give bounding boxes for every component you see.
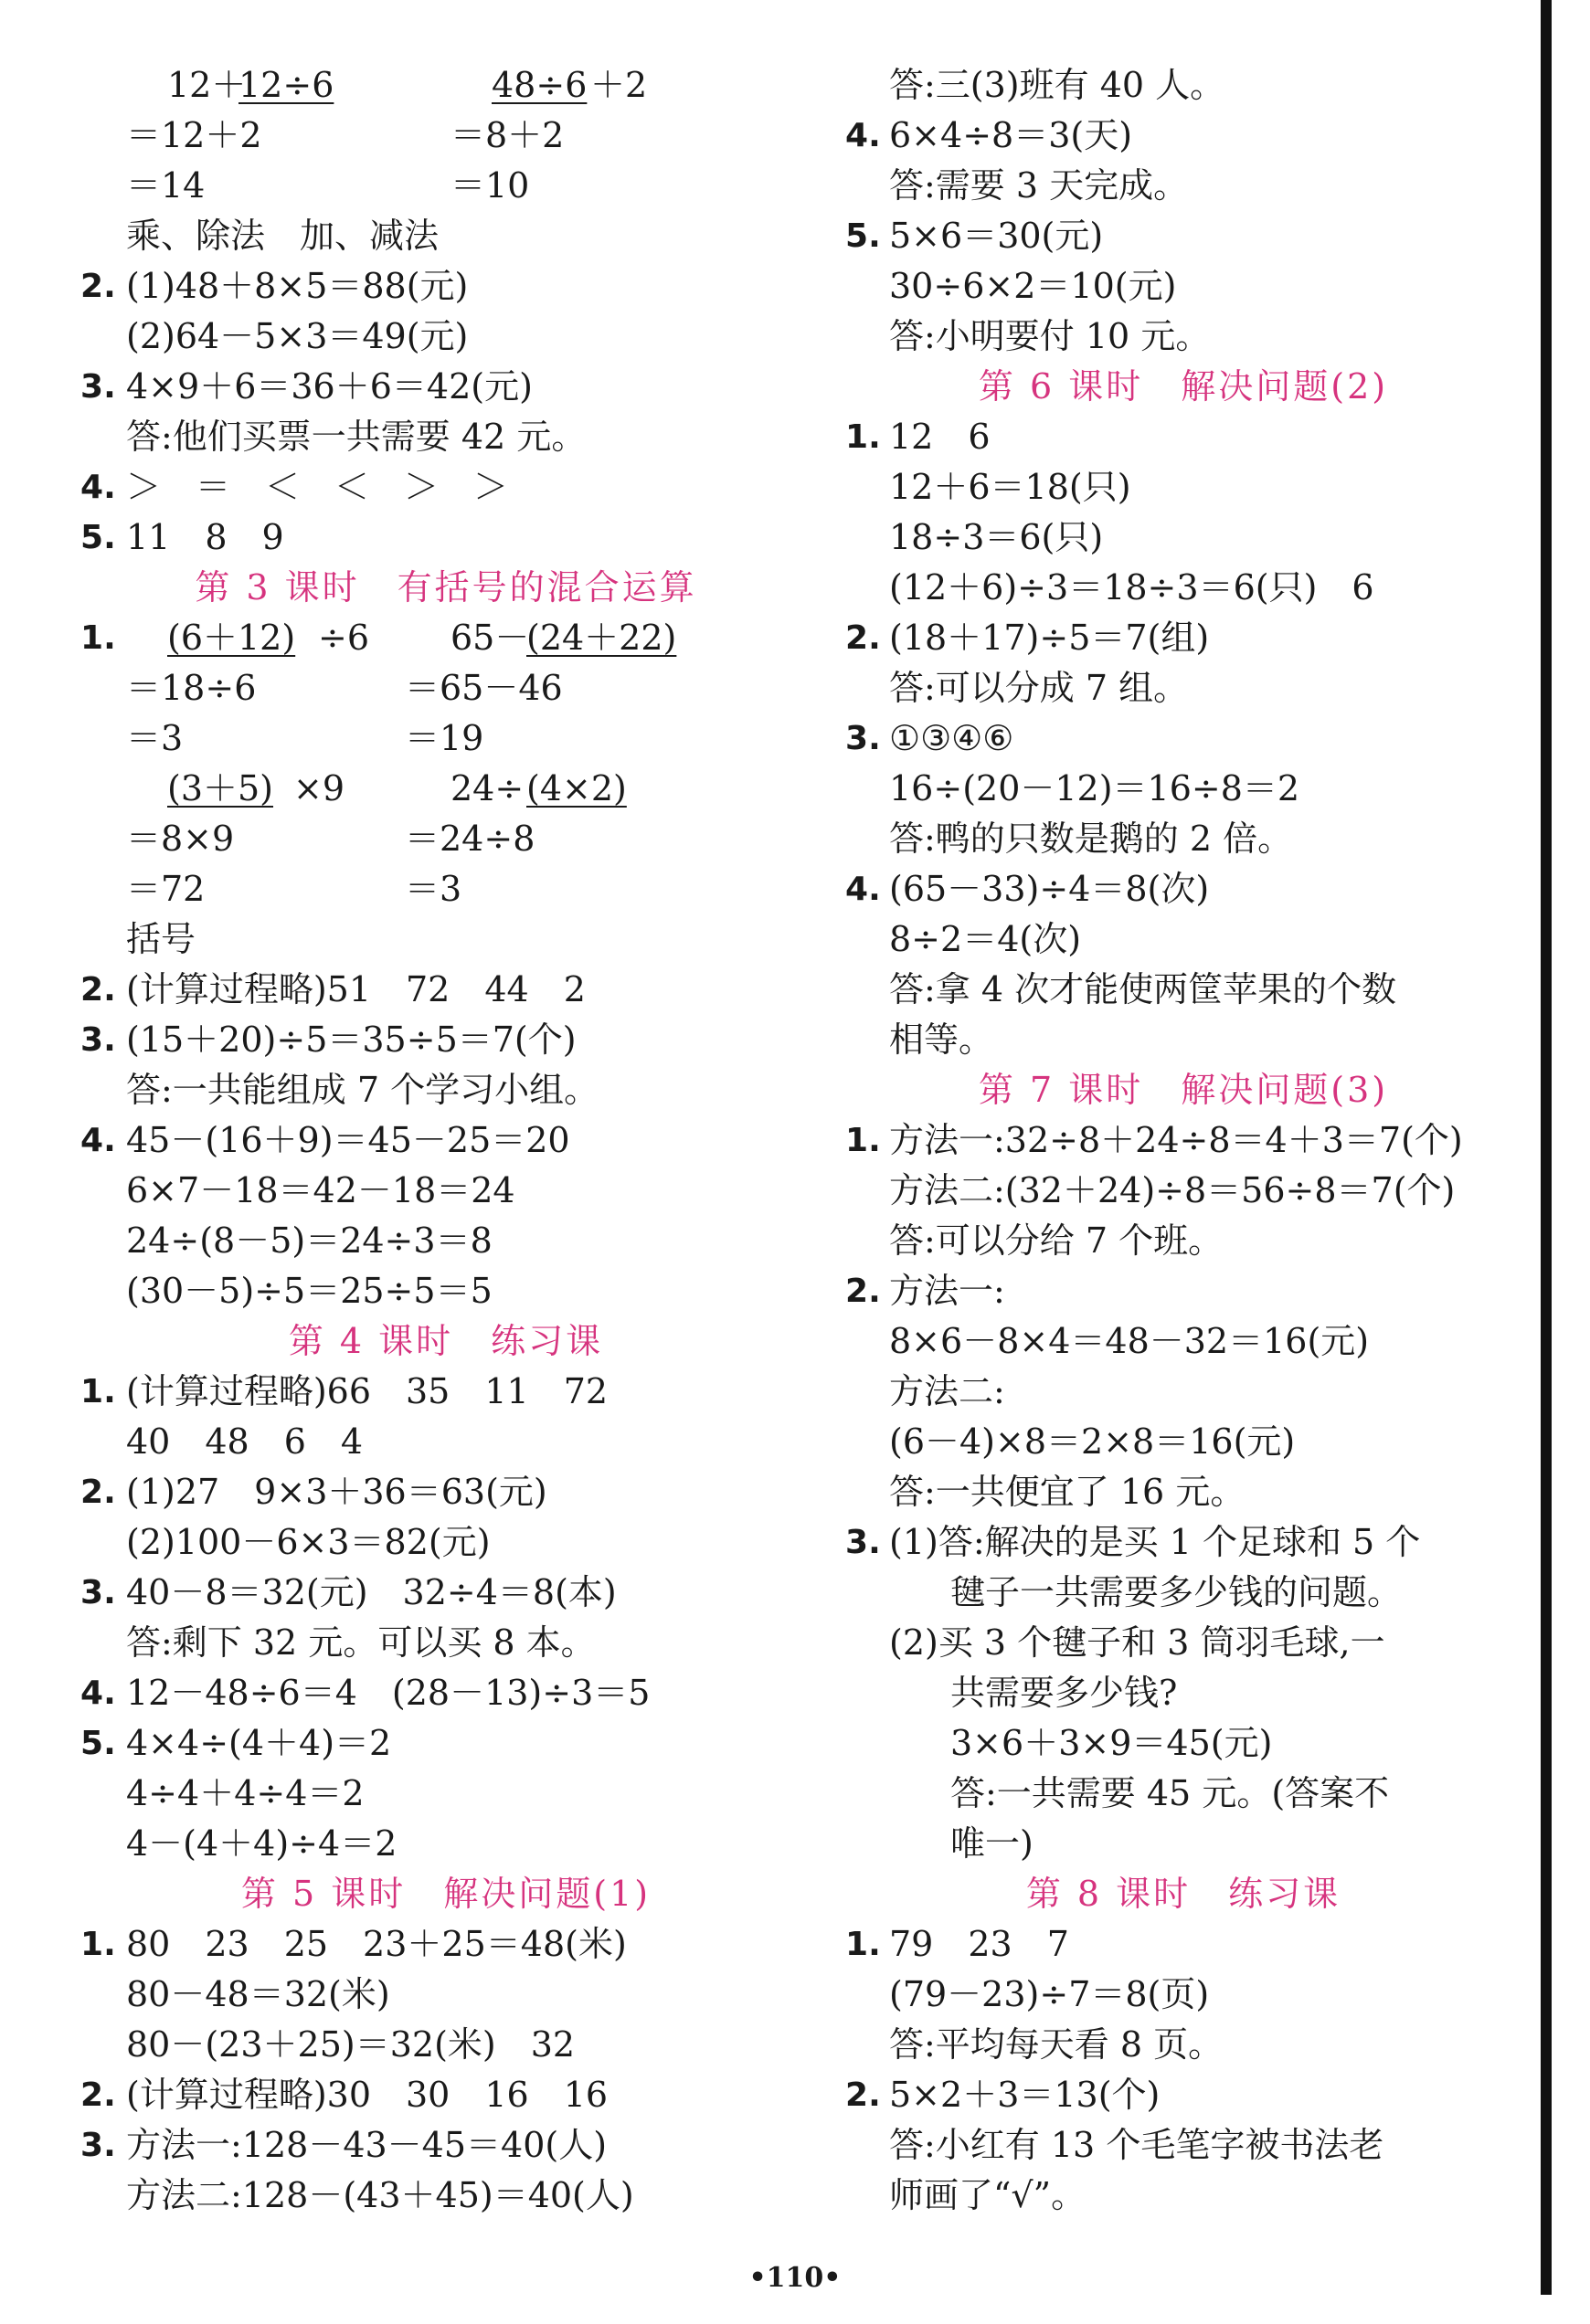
answer-line <box>845 1819 1521 1869</box>
question-number: 3 . <box>80 1568 116 1618</box>
question-number: 1 . <box>80 1919 116 1970</box>
answer-line <box>80 1618 811 1668</box>
answer-text: ＝24÷8 <box>405 819 535 859</box>
question-number: 3 . <box>80 2120 116 2171</box>
question-number: 2 . <box>845 2070 881 2120</box>
answer-line <box>845 1668 1521 1718</box>
lesson-heading: 第 5 课时 解决问题(1) <box>240 1874 652 1914</box>
question-number: 4 . <box>845 864 881 914</box>
answer-text: (计算过程略)30 30 16 16 <box>126 2075 609 2115</box>
answer-text: 毽子一共需要多少钱的问题。 <box>950 1572 1403 1612</box>
answer-line <box>845 563 1521 613</box>
question-number: 5 . <box>80 1718 116 1769</box>
question-number: 2 . <box>845 613 881 663</box>
answer-line <box>845 713 1521 764</box>
answer-text: 65－ <box>450 618 530 658</box>
answer-text: (12＋6)÷3＝18÷3＝6(只) 6 <box>889 567 1374 607</box>
answer-line <box>845 1618 1521 1668</box>
answer-line <box>845 663 1521 713</box>
answer-line <box>845 1015 1521 1065</box>
answer-line <box>80 1568 811 1618</box>
answer-text: 答:拿 4 次才能使两筐苹果的个数 <box>889 969 1397 1009</box>
question-number: 3 . <box>80 1015 116 1065</box>
answer-text: (1)答:解决的是买 1 个足球和 5 个 <box>889 1522 1421 1562</box>
answer-text: 答:一共能组成 7 个学习小组。 <box>126 1070 599 1110</box>
answer-line <box>80 2020 811 2070</box>
answer-line <box>845 1316 1521 1367</box>
answer-line <box>80 512 811 563</box>
answer-text: 8×6－8×4＝48－32＝16(元) <box>889 1321 1370 1361</box>
answer-line <box>80 1467 811 1517</box>
answer-line <box>80 1517 811 1568</box>
answer-text: ＝18÷6 <box>126 668 257 708</box>
answer-line <box>80 362 811 412</box>
answer-line <box>845 2171 1521 2221</box>
answer-text: 4×4÷(4＋4)＝2 <box>126 1723 392 1763</box>
answer-line <box>845 864 1521 914</box>
answer-line <box>80 1367 811 1417</box>
answer-line <box>80 1015 811 1065</box>
answer-line <box>845 613 1521 663</box>
question-number: 4 . <box>80 1668 116 1718</box>
answer-text: 45－(16＋9)＝45－25＝20 <box>126 1120 570 1160</box>
answer-text: (计算过程略)66 35 11 72 <box>126 1371 609 1411</box>
answer-text: 5×2＋3＝13(个) <box>889 2075 1161 2115</box>
answer-text: (6－4)×8＝2×8＝16(元) <box>889 1421 1296 1462</box>
question-number: 2 . <box>80 1467 116 1517</box>
answer-line <box>845 211 1521 261</box>
answer-line <box>80 462 811 512</box>
answer-text: 40 48 6 4 <box>126 1421 364 1462</box>
answer-line <box>845 312 1521 362</box>
answer-text: 8÷2＝4(次) <box>889 919 1082 959</box>
answer-line <box>845 914 1521 965</box>
lesson-heading: 第 3 课时 有括号的混合运算 <box>195 567 697 607</box>
answer-text: 30÷6×2＝10(元) <box>889 266 1177 306</box>
answer-line <box>845 1919 1521 1970</box>
answer-line <box>80 713 811 764</box>
answer-line <box>80 1417 811 1467</box>
right-column <box>845 60 1521 2221</box>
answer-line <box>845 111 1521 161</box>
answer-line <box>80 864 811 914</box>
answer-text: ＝3 <box>126 718 184 758</box>
answer-line <box>80 261 811 312</box>
answer-text: 唯一) <box>950 1823 1034 1864</box>
lesson-heading: 第 4 课时 练习课 <box>288 1321 604 1361</box>
answer-text: 6×4÷8＝3(天) <box>889 115 1133 155</box>
answer-text: 答:小明要付 10 元。 <box>889 316 1211 356</box>
question-number: 1 . <box>845 1115 881 1166</box>
answer-text: (计算过程略)51 72 44 2 <box>126 969 586 1009</box>
answer-text: ×9 <box>293 768 345 808</box>
answer-line <box>845 1266 1521 1316</box>
answer-text: 方法二:128－(43＋45)＝40(人) <box>126 2175 634 2215</box>
answer-line <box>845 1115 1521 1166</box>
answer-line <box>80 1166 811 1216</box>
answer-text: 80 23 25 23＋25＝48(米) <box>126 1924 627 1964</box>
answer-text: 答:剩下 32 元。可以买 8 本。 <box>126 1622 596 1663</box>
answer-text: (3＋5) <box>167 768 274 808</box>
answer-text: 12－48÷6＝4 (28－13)÷3＝5 <box>126 1673 651 1713</box>
answer-text: (30－5)÷5＝25÷5＝5 <box>126 1271 493 1311</box>
answer-text: 答:可以分成 7 组。 <box>889 668 1189 708</box>
answer-text: 12÷6 <box>238 65 334 105</box>
answer-text: ＝65－46 <box>405 668 563 708</box>
answer-line <box>845 1718 1521 1769</box>
answer-line <box>80 1065 811 1115</box>
answer-line <box>80 1216 811 1266</box>
answer-line <box>80 111 811 161</box>
answer-text: 相等。 <box>889 1019 994 1060</box>
answer-line <box>845 261 1521 312</box>
question-number: 2 . <box>845 1266 881 1316</box>
answer-line <box>80 1718 811 1769</box>
question-number: 5 . <box>80 512 116 563</box>
answer-line <box>80 1919 811 1970</box>
answer-text: (15＋20)÷5＝35÷5＝7(个) <box>126 1019 577 1060</box>
question-number: 1 . <box>80 1367 116 1417</box>
answer-text: 16÷(20－12)＝16÷8＝2 <box>889 768 1300 808</box>
answer-line <box>80 764 811 814</box>
answer-line <box>845 1970 1521 2020</box>
answer-line <box>845 965 1521 1015</box>
answer-line <box>845 462 1521 512</box>
answer-text: 答:鸭的只数是鹅的 2 倍。 <box>889 819 1293 859</box>
answer-line <box>80 60 811 111</box>
answer-text: ＝19 <box>405 718 484 758</box>
answer-line <box>845 161 1521 211</box>
question-number: 2 . <box>80 965 116 1015</box>
answer-line <box>845 2120 1521 2171</box>
answer-line <box>845 814 1521 864</box>
answer-line <box>845 1769 1521 1819</box>
answer-text: 答:一共便宜了 16 元。 <box>889 1472 1246 1512</box>
answer-line <box>845 1568 1521 1618</box>
question-number: 3 . <box>845 713 881 764</box>
question-number: 5 . <box>845 211 881 261</box>
answer-text: 括号 <box>126 919 196 959</box>
answer-text: 方法一:128－43－45＝40(人) <box>126 2125 608 2165</box>
answer-text: 3×6＋3×9＝45(元) <box>950 1723 1273 1763</box>
answer-text: 24÷(8－5)＝24÷3＝8 <box>126 1220 493 1261</box>
answer-line <box>80 2171 811 2221</box>
answer-text: ＝72 <box>126 869 206 909</box>
answer-text: ＝3 <box>405 869 462 909</box>
answer-line <box>845 512 1521 563</box>
answer-text: 方法二: <box>889 1371 1005 1411</box>
answer-line <box>845 1517 1521 1568</box>
answer-text: 答:可以分给 7 个班。 <box>889 1220 1224 1261</box>
answer-text: 80－48＝32(米) <box>126 1974 390 2014</box>
lesson-heading: 第 7 课时 解决问题(3) <box>978 1070 1389 1110</box>
left-column <box>80 60 811 2221</box>
answer-line <box>845 2070 1521 2120</box>
answer-line <box>80 814 811 864</box>
page-number: •110• <box>748 2262 842 2294</box>
answer-line <box>80 965 811 1015</box>
answer-text: ＝8×9 <box>126 819 235 859</box>
answer-text: 方法一: <box>889 1271 1005 1311</box>
question-number: 3 . <box>845 1517 881 1568</box>
question-number: 4 . <box>845 111 881 161</box>
answer-line <box>80 161 811 211</box>
answer-text: 5×6＝30(元) <box>889 216 1104 256</box>
answer-text: ＝10 <box>450 165 530 206</box>
answer-text: 乘、除法 加、减法 <box>126 216 440 256</box>
binding-edge <box>1541 0 1552 2295</box>
answer-line <box>845 1467 1521 1517</box>
answer-text: 答:一共需要 45 元。(答案不 <box>950 1773 1390 1813</box>
answer-text: ＋2 <box>590 65 648 105</box>
answer-text: (2)100－6×3＝82(元) <box>126 1522 491 1562</box>
answer-line <box>80 1668 811 1718</box>
answer-text: 4÷4＋4÷4＝2 <box>126 1773 365 1813</box>
answer-line <box>80 914 811 965</box>
question-number: 1 . <box>80 613 116 663</box>
answer-line <box>80 312 811 362</box>
answer-line <box>80 613 811 663</box>
answer-text: 4－(4＋4)÷4＝2 <box>126 1823 398 1864</box>
answer-text: 共需要多少钱? <box>950 1673 1178 1713</box>
answer-text: (6＋12) <box>167 618 296 658</box>
answer-line <box>845 764 1521 814</box>
answer-line <box>80 1819 811 1869</box>
answer-text: 答:平均每天看 8 页。 <box>889 2024 1224 2065</box>
answer-line <box>80 2070 811 2120</box>
answer-text: 答:需要 3 天完成。 <box>889 165 1189 206</box>
answer-text: ①③④⑥ <box>889 718 1014 758</box>
answer-text: (24＋22) <box>526 618 677 658</box>
answer-text: ＞ ＝ ＜ ＜ ＞ ＞ <box>126 467 509 507</box>
answer-text: 6×7－18＝42－18＝24 <box>126 1170 515 1210</box>
answer-text: 方法一:32÷8＋24÷8＝4＋3＝7(个) <box>889 1120 1463 1160</box>
answer-line <box>80 1769 811 1819</box>
answer-text: (1)27 9×3＋36＝63(元) <box>126 1472 547 1512</box>
answer-line <box>80 2120 811 2171</box>
answer-text: (4×2) <box>526 768 627 808</box>
answer-text: 师画了“√”。 <box>889 2175 1086 2215</box>
answer-line <box>845 412 1521 462</box>
question-number: 1 . <box>845 412 881 462</box>
answer-text: 4×9＋6＝36＋6＝42(元) <box>126 366 533 407</box>
answer-line <box>845 2020 1521 2070</box>
answer-text: 方法二:(32＋24)÷8＝56÷8＝7(个) <box>889 1170 1456 1210</box>
lesson-heading: 第 6 课时 解决问题(2) <box>978 366 1389 407</box>
answer-text: (2)64－5×3＝49(元) <box>126 316 469 356</box>
question-number: 4 . <box>80 1115 116 1166</box>
answer-text: 答:三(3)班有 40 人。 <box>889 65 1225 105</box>
answer-text: 12＋ <box>167 65 247 105</box>
answer-text: 18÷3＝6(只) <box>889 517 1104 557</box>
answer-text: ＝14 <box>126 165 206 206</box>
answer-text: 12＋6＝18(只) <box>889 467 1131 507</box>
answer-text: (65－33)÷4＝8(次) <box>889 869 1210 909</box>
question-number: 2 . <box>80 261 116 312</box>
question-number: 3 . <box>80 362 116 412</box>
lesson-heading: 第 8 课时 练习课 <box>1025 1874 1341 1914</box>
answer-text: 12 6 <box>889 417 991 457</box>
answer-line <box>80 1970 811 2020</box>
answer-line <box>80 1266 811 1316</box>
answer-text: 48÷6 <box>492 65 588 105</box>
answer-line <box>80 1115 811 1166</box>
answer-line <box>80 412 811 462</box>
answer-text: (79－23)÷7＝8(页) <box>889 1974 1210 2014</box>
question-number: 4 . <box>80 462 116 512</box>
answer-text: 答:小红有 13 个毛笔字被书法老 <box>889 2125 1384 2165</box>
answer-line <box>80 663 811 713</box>
answer-text: ＝8＋2 <box>450 115 565 155</box>
answer-text: 11 8 9 <box>126 517 284 557</box>
answer-text: 40－8＝32(元) 32÷4＝8(本) <box>126 1572 617 1612</box>
answer-line <box>845 1417 1521 1467</box>
question-number: 1 . <box>845 1919 881 1970</box>
answer-text: (1)48＋8×5＝88(元) <box>126 266 469 306</box>
answer-line <box>845 1367 1521 1417</box>
answer-text: 79 23 7 <box>889 1924 1069 1964</box>
answer-text: (2)买 3 个毽子和 3 筒羽毛球,一 <box>889 1622 1385 1663</box>
answer-text: 24÷ <box>450 768 525 808</box>
answer-text: 80－(23＋25)＝32(米) 32 <box>126 2024 576 2065</box>
answer-text: (18＋17)÷5＝7(组) <box>889 618 1210 658</box>
answer-text: ÷6 <box>318 618 370 658</box>
answer-line <box>80 211 811 261</box>
answer-line <box>845 1166 1521 1216</box>
answer-text: 答:他们买票一共需要 42 元。 <box>126 417 587 457</box>
answer-line <box>845 1216 1521 1266</box>
question-number: 2 . <box>80 2070 116 2120</box>
answer-line <box>845 60 1521 111</box>
answer-text: ＝12＋2 <box>126 115 262 155</box>
